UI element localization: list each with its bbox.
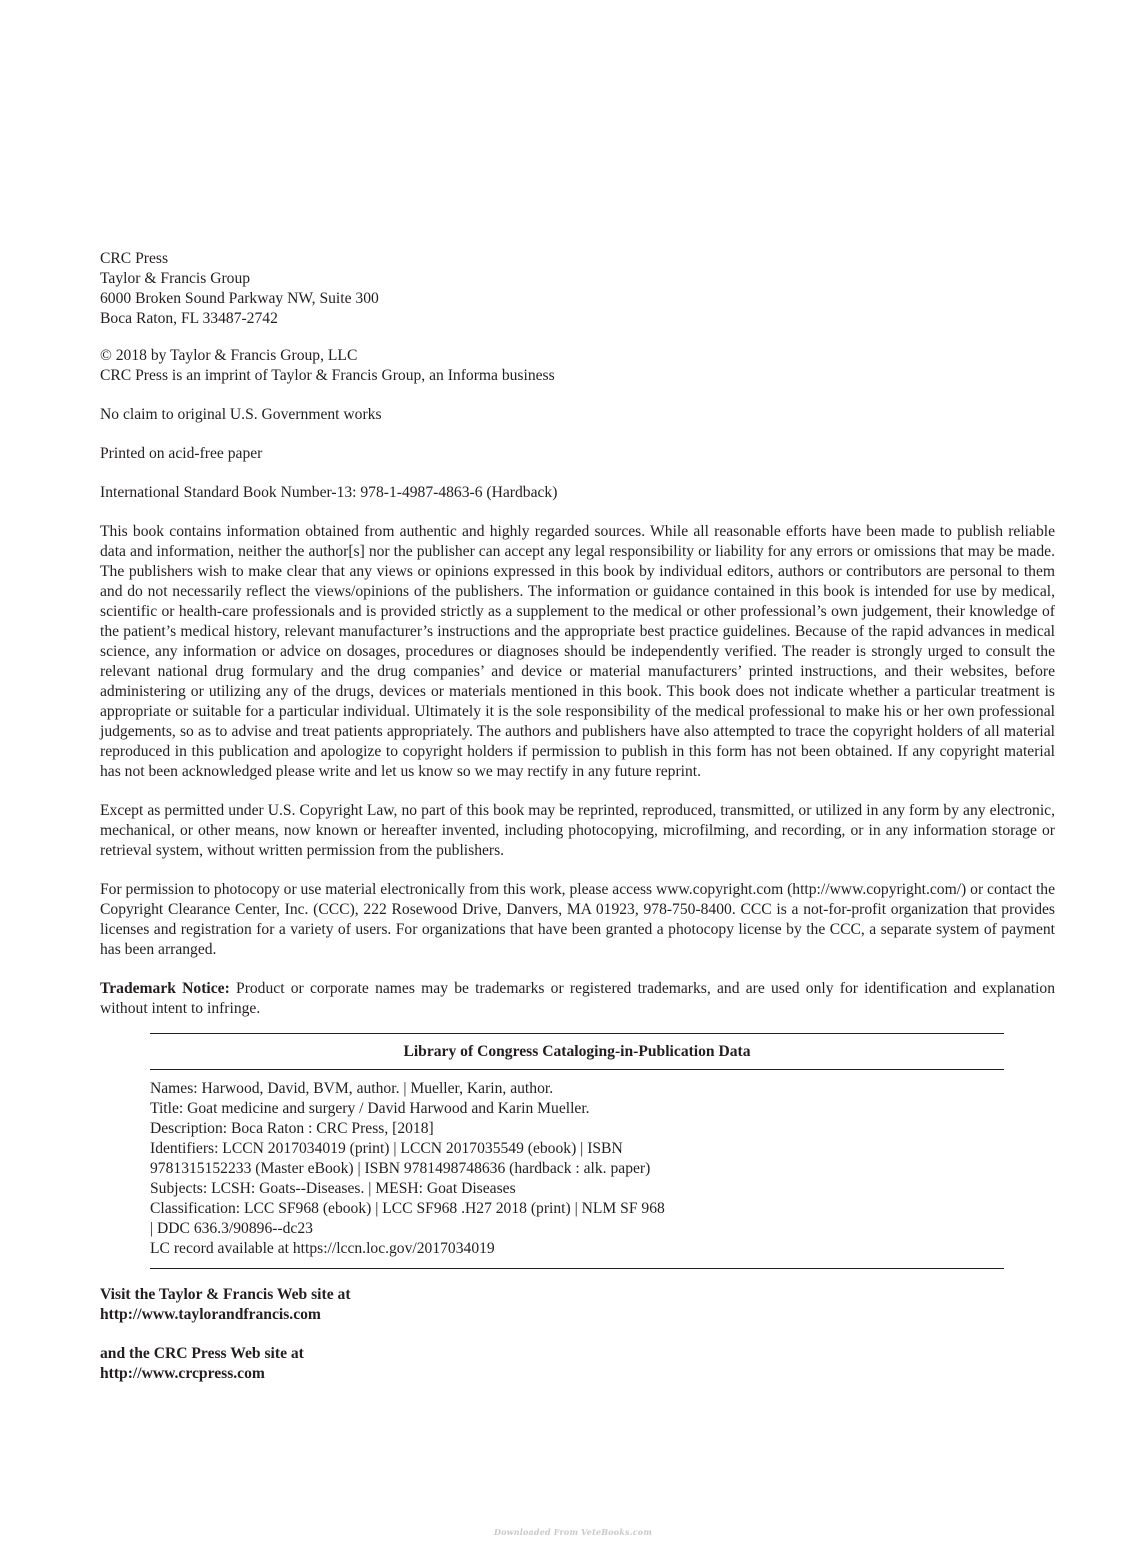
address-line: 6000 Broken Sound Parkway NW, Suite 300 — [100, 290, 379, 307]
copyright-line: © 2018 by Taylor & Francis Group, LLC — [100, 347, 358, 364]
cip-line: Title: Goat medicine and surgery / David Harwood and Karin Mueller. — [150, 1100, 590, 1117]
publisher-address — [100, 249, 1055, 329]
disclaimer-paragraph: This book contains information obtained from authentic and highly regarded sources. While all reasonable efforts have been made to publish reliable data and information, neither the author[s] nor the publisher can accept any legal responsibility or liability for any errors or omissions that may be made. The publishers wish to make clear that any views or opinions expressed in this book by individual editors, authors or contributors are personal to them and do not necessarily reflect the views/opinions of the publishers. The information or guidance contained in this book is intended for use by medical, scientific or health-care professionals and is provided strictly as a supplement to the medical or other professional’s own judgement, their knowledge of the patient’s medical history, relevant manufacturer’s instructions and the appropriate best practice guidelines. Because of the rapid advances in medical science, any information or advice on dosages, procedures or diagnoses should be independently verified. The reader is strongly urged to consult the relevant national drug formulary and the drug companies’ and device or material manufacturers’ printed instructions, and their websites, before administering or utilizing any of the drugs, devices or materials mentioned in this book. This book does not indicate whether a particular treatment is appropriate or suitable for a particular individual. Ultimately it is the sole responsibility of the medical professional to make his or her own professional judgements, so as to advise and treat patients appropriately. The authors and publishers have also attempted to trace the copyright holders of all material reproduced in this publication and apologize to copyright holders if permission to publish in this form has not been obtained. If any copyright material has not been acknowledged please write and let us know so we may rectify in any future reprint. — [100, 523, 1055, 780]
copyright-law-paragraph: Except as permitted under U.S. Copyright Law, no part of this book may be reprinted, reproduced, transmitted, or utilized in any form by any electronic, mechanical, or other means, now known or hereafter invented, including photocopying, microfilming, and recording, or in any information storage or retrieval system, without written permission from the publishers. — [100, 802, 1055, 859]
permission-paragraph: For permission to photocopy or use material electronically from this work, please access www.copyright.com (http://www.copyright.com/) or contact the Copyright Clearance Center, Inc. (CCC), 222 Rosewood Drive, Danvers, MA 01923, 978-750-8400. CCC is a not-for-profit organization that provides licenses and registration for a variety of users. For organizations that have been granted a photocopy license by the CCC, a separate system of payment has been arranged. — [100, 881, 1056, 958]
tf-website — [100, 1285, 1055, 1325]
cip-data-box — [150, 1033, 1004, 1269]
address-line: Boca Raton, FL 33487-2742 — [100, 310, 278, 327]
tf-website-label: Visit the Taylor & Francis Web site at — [100, 1286, 351, 1303]
cip-line: Names: Harwood, David, BVM, author. | Mueller, Karin, author. — [150, 1080, 554, 1097]
address-line: Taylor & Francis Group — [100, 270, 251, 287]
address-line: CRC Press — [100, 250, 169, 267]
crc-website — [100, 1344, 1055, 1384]
cip-line: 9781315152233 (Master eBook) | ISBN 9781498748636 (hardback : alk. paper) — [150, 1160, 651, 1177]
imprint-line: CRC Press is an imprint of Taylor & Francis Group, an Informa business — [100, 367, 555, 384]
isbn-line: International Standard Book Number-13: 978-1-4987-4863-6 (Hardback) — [100, 484, 558, 501]
cip-body — [150, 1070, 1004, 1268]
cip-line: Classification: LCC SF968 (ebook) | LCC SF968 .H27 2018 (print) | NLM SF 968 — [150, 1200, 665, 1217]
trademark-notice — [100, 979, 1055, 1019]
no-claim-line: No claim to original U.S. Government works — [100, 406, 382, 423]
cip-header: Library of Congress Cataloging-in-Publication Data — [150, 1034, 1004, 1070]
cip-line: Description: Boca Raton : CRC Press, [2018] — [150, 1120, 434, 1137]
copyright-notice — [100, 346, 1055, 386]
trademark-label: Trademark Notice: — [100, 980, 230, 997]
crc-website-label: and the CRC Press Web site at — [100, 1345, 304, 1362]
download-watermark: Downloaded From VeteBooks.com — [493, 1527, 653, 1537]
cip-line: Identifiers: LCCN 2017034019 (print) | LCCN 2017035549 (ebook) | ISBN — [150, 1140, 623, 1157]
paper-line: Printed on acid-free paper — [100, 445, 263, 462]
tf-website-link[interactable]: http://www.taylorandfrancis.com — [100, 1306, 321, 1323]
crc-website-link[interactable]: http://www.crcpress.com — [100, 1365, 265, 1382]
cip-line: LC record available at https://lccn.loc.gov/2017034019 — [150, 1240, 495, 1257]
cip-line: | DDC 636.3/90896--dc23 — [150, 1220, 313, 1237]
cip-line: Subjects: LCSH: Goats--Diseases. | MESH: Goat Diseases — [150, 1180, 516, 1197]
trademark-text: Product or corporate names may be trademarks or registered trademarks, and are used only for identification and explanation without intent to infringe. — [100, 980, 1056, 1017]
copyright-page — [100, 249, 1055, 1384]
